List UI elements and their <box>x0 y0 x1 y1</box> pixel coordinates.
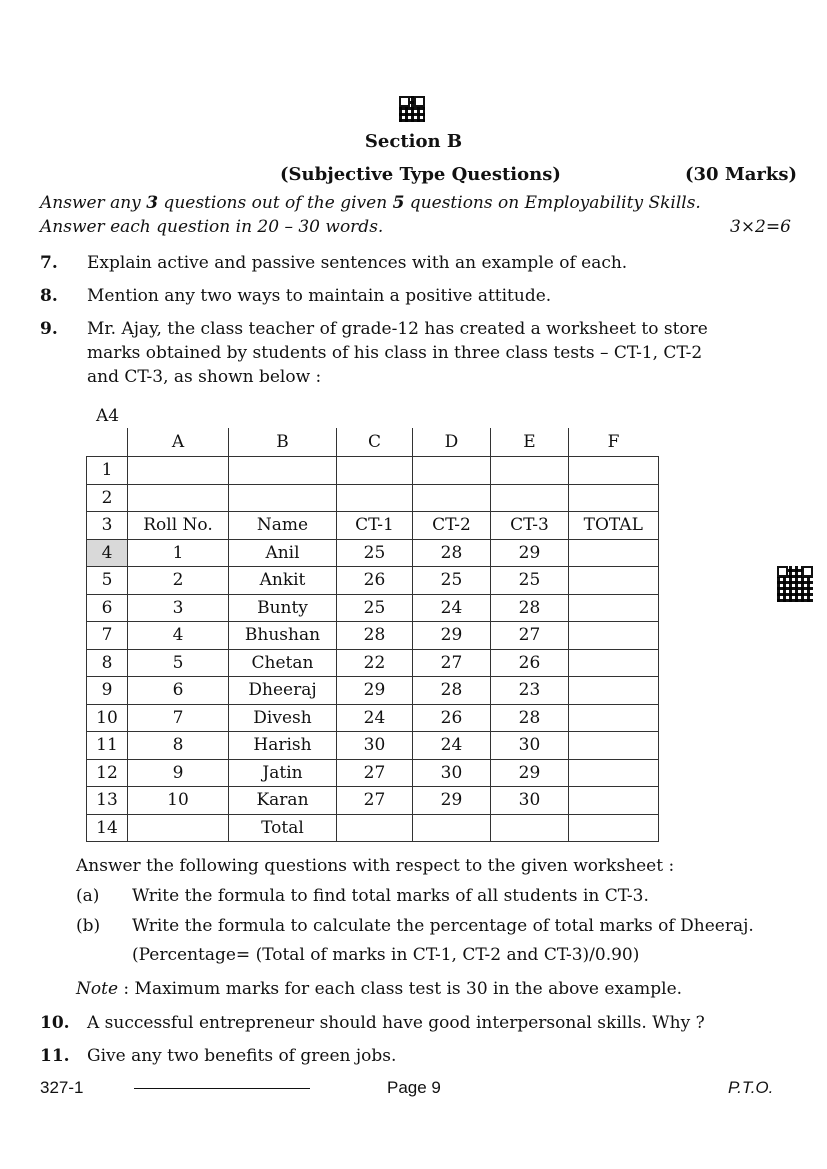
table-row <box>87 677 659 705</box>
table-cell <box>569 704 659 732</box>
question-number: 7. <box>40 253 58 273</box>
question-text: Mention any two ways to maintain a positive attitude. <box>87 286 552 306</box>
table-cell: 28 <box>337 622 413 650</box>
row-header: 13 <box>87 787 128 815</box>
table-header-cell: CT-3 <box>491 512 569 540</box>
question-text-line: Mr. Ajay, the class teacher of grade-12 has created a worksheet to store <box>87 319 708 339</box>
section-title: Section B <box>364 131 463 152</box>
question-text: Give any two benefits of green jobs. <box>87 1046 397 1066</box>
marks-scheme: 3×2=6 <box>730 217 791 237</box>
qr-code-icon <box>399 96 425 122</box>
column-header: A <box>128 428 229 457</box>
table-cell: 29 <box>413 622 491 650</box>
table-cell: 28 <box>413 677 491 705</box>
table-cell: 26 <box>337 567 413 595</box>
row-header: 11 <box>87 732 128 760</box>
question-number: 8. <box>40 286 58 306</box>
row-header: 1 <box>87 457 128 485</box>
table-cell: 3 <box>128 594 229 622</box>
table-header-cell: Name <box>229 512 337 540</box>
table-cell <box>569 594 659 622</box>
table-cell <box>491 457 569 485</box>
table-cell: Dheeraj <box>229 677 337 705</box>
table-cell: 2 <box>128 567 229 595</box>
table-row <box>87 732 659 760</box>
question-text-line: and CT-3, as shown below : <box>87 367 322 387</box>
question-text-line: marks obtained by students of his class in three class tests – CT-1, CT-2 <box>87 343 703 363</box>
table-cell: 30 <box>413 759 491 787</box>
table-cell <box>569 484 659 512</box>
table-cell: 23 <box>491 677 569 705</box>
question-number: 10. <box>40 1013 70 1033</box>
column-header: C <box>337 428 413 457</box>
table-cell <box>569 457 659 485</box>
table-cell: 25 <box>491 567 569 595</box>
instructions-line-2: Answer each question in 20 – 30 words. <box>40 217 384 237</box>
table-cell: Jatin <box>229 759 337 787</box>
table-cell <box>569 814 659 842</box>
table-cell <box>491 814 569 842</box>
sub-question-hint: (Percentage= (Total of marks in CT-1, CT-2 and CT-3)/0.90) <box>132 945 640 965</box>
table-cell: 30 <box>337 732 413 760</box>
table-cell: 29 <box>337 677 413 705</box>
table-cell <box>413 814 491 842</box>
row-header: 3 <box>87 512 128 540</box>
instructions-line-1: Answer any 3 questions out of the given 5 questions on Employability Skills. <box>40 193 701 213</box>
table-cell: 24 <box>413 732 491 760</box>
sub-question-label: (a) <box>76 886 100 906</box>
row-header: 5 <box>87 567 128 595</box>
table-row <box>87 567 659 595</box>
table-cell: 8 <box>128 732 229 760</box>
table-cell: Chetan <box>229 649 337 677</box>
qr-code-icon <box>777 566 813 602</box>
table-cell: 5 <box>128 649 229 677</box>
row-header: 12 <box>87 759 128 787</box>
table-cell: Anil <box>229 539 337 567</box>
paper-code: 327-1 <box>40 1078 84 1097</box>
row-header: 6 <box>87 594 128 622</box>
table-cell: 6 <box>128 677 229 705</box>
table-row <box>87 787 659 815</box>
table-cell: 27 <box>337 759 413 787</box>
row-header-active: 4 <box>87 539 128 567</box>
table-cell: Divesh <box>229 704 337 732</box>
table-row <box>87 539 659 567</box>
table-cell <box>491 484 569 512</box>
sub-question-label: (b) <box>76 916 101 936</box>
column-header: E <box>491 428 569 457</box>
table-row <box>87 484 659 512</box>
table-cell <box>569 677 659 705</box>
table-row <box>87 649 659 677</box>
table-cell <box>569 787 659 815</box>
table-cell <box>569 732 659 760</box>
table-total-row <box>87 814 659 842</box>
page-number: Page 9 <box>387 1078 441 1097</box>
table-header-cell: Roll No. <box>128 512 229 540</box>
table-cell: 29 <box>491 759 569 787</box>
table-cell: 28 <box>491 594 569 622</box>
corner-cell <box>87 428 128 457</box>
note-label: Note <box>76 979 119 999</box>
table-cell <box>413 457 491 485</box>
table-cell: Harish <box>229 732 337 760</box>
table-header-cell: CT-2 <box>413 512 491 540</box>
table-row <box>87 622 659 650</box>
table-cell: 25 <box>337 539 413 567</box>
section-subtitle: (Subjective Type Questions) <box>280 164 561 185</box>
note-text: : Maximum marks for each class test is 30 in the above example. <box>118 979 683 999</box>
cell-reference: A4 <box>96 406 120 426</box>
row-header: 9 <box>87 677 128 705</box>
table-cell: 30 <box>491 732 569 760</box>
table-cell <box>128 484 229 512</box>
table-cell: 25 <box>413 567 491 595</box>
section-marks: (30 Marks) <box>685 164 798 185</box>
total-label-cell: Total <box>229 814 337 842</box>
table-cell: Bunty <box>229 594 337 622</box>
sub-question-text: Write the formula to calculate the percentage of total marks of Dheeraj. <box>132 916 754 936</box>
table-cell <box>229 484 337 512</box>
table-cell: 27 <box>491 622 569 650</box>
table-cell <box>337 814 413 842</box>
column-header: F <box>569 428 659 457</box>
row-header: 14 <box>87 814 128 842</box>
table-row <box>87 457 659 485</box>
table-header-row <box>87 512 659 540</box>
question-number: 11. <box>40 1046 70 1066</box>
table-cell: Karan <box>229 787 337 815</box>
table-cell: 25 <box>337 594 413 622</box>
table-header-cell: CT-1 <box>337 512 413 540</box>
footer-divider <box>134 1088 310 1089</box>
table-cell: 27 <box>413 649 491 677</box>
table-cell: 28 <box>413 539 491 567</box>
sub-question-text: Write the formula to find total marks of all students in CT-3. <box>132 886 649 906</box>
table-cell: 7 <box>128 704 229 732</box>
table-cell <box>569 649 659 677</box>
table-cell: 22 <box>337 649 413 677</box>
table-cell <box>569 539 659 567</box>
table-cell <box>229 457 337 485</box>
table-cell: 26 <box>491 649 569 677</box>
table-cell: 1 <box>128 539 229 567</box>
worksheet-table <box>86 428 659 842</box>
question-text: Explain active and passive sentences with an example of each. <box>87 253 628 273</box>
column-header: D <box>413 428 491 457</box>
table-cell: 24 <box>337 704 413 732</box>
column-header-row <box>87 428 659 457</box>
table-row <box>87 704 659 732</box>
table-cell: Ankit <box>229 567 337 595</box>
table-header-cell: TOTAL <box>569 512 659 540</box>
question-text: A successful entrepreneur should have good interpersonal skills. Why ? <box>87 1013 705 1033</box>
table-cell <box>569 759 659 787</box>
table-cell: 9 <box>128 759 229 787</box>
table-cell: 24 <box>413 594 491 622</box>
table-cell <box>569 567 659 595</box>
note <box>76 979 682 999</box>
please-turn-over: P.T.O. <box>728 1078 774 1097</box>
table-cell <box>128 457 229 485</box>
row-header: 2 <box>87 484 128 512</box>
table-cell <box>569 622 659 650</box>
table-cell <box>128 814 229 842</box>
table-cell: 30 <box>491 787 569 815</box>
table-cell: 27 <box>337 787 413 815</box>
sub-questions-intro: Answer the following questions with respect to the given worksheet : <box>76 856 675 876</box>
table-cell: 29 <box>491 539 569 567</box>
row-header: 7 <box>87 622 128 650</box>
table-cell <box>337 457 413 485</box>
question-text <box>87 317 708 389</box>
table-cell: Bhushan <box>229 622 337 650</box>
table-cell: 10 <box>128 787 229 815</box>
row-header: 10 <box>87 704 128 732</box>
table-row <box>87 594 659 622</box>
table-cell: 26 <box>413 704 491 732</box>
table-cell <box>337 484 413 512</box>
table-cell <box>413 484 491 512</box>
table-cell: 28 <box>491 704 569 732</box>
column-header: B <box>229 428 337 457</box>
table-cell: 29 <box>413 787 491 815</box>
table-cell: 4 <box>128 622 229 650</box>
table-row <box>87 759 659 787</box>
row-header: 8 <box>87 649 128 677</box>
question-number: 9. <box>40 319 58 339</box>
